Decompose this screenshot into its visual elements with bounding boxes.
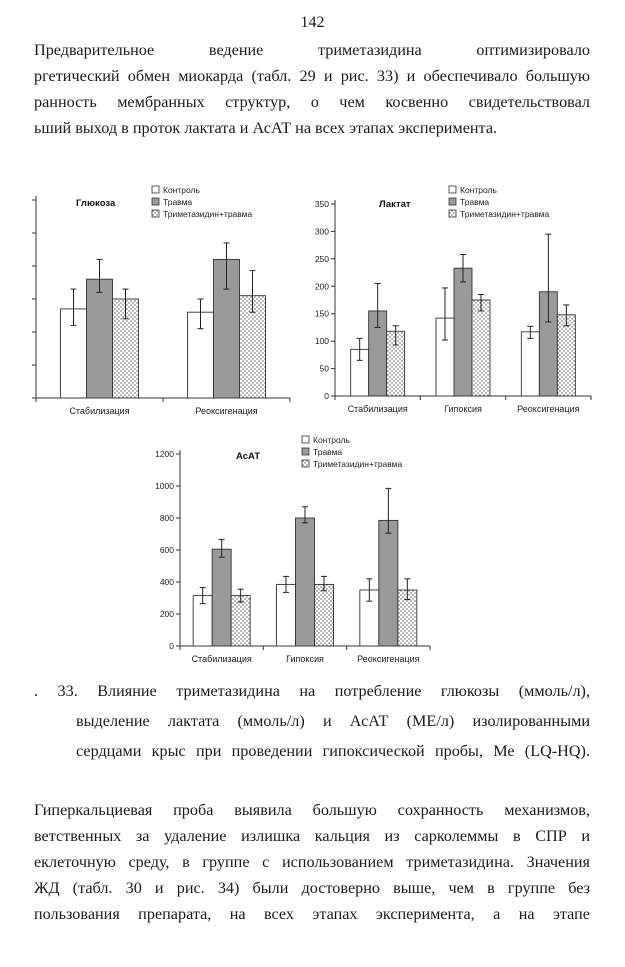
legend-label: Контроль <box>460 185 497 195</box>
legend-swatch <box>152 198 159 205</box>
legend-swatch <box>302 448 309 455</box>
legend-label: Контроль <box>163 185 200 195</box>
text-line: ранность мембранных структур, о чем косвенно свидетельствовал <box>34 93 590 111</box>
legend-label: Триметазидин+травма <box>313 459 403 469</box>
glucose-chart <box>30 180 300 425</box>
legend-label: Триметазидин+травма <box>163 209 253 219</box>
legend-label: Контроль <box>313 435 350 445</box>
bar-trauma <box>454 268 472 396</box>
y-tick-label: 1000 <box>155 481 174 491</box>
text-line: пользования препарата, на всех этапах эксперимента, а на этапе <box>34 905 590 923</box>
y-tick-label: 50 <box>319 363 329 374</box>
legend-swatch <box>449 186 456 193</box>
figure-caption <box>34 676 590 766</box>
bar-trimetazidine <box>557 315 575 396</box>
y-tick-label: 300 <box>314 226 329 237</box>
legend-swatch <box>302 460 309 467</box>
category-label: Гипоксия <box>444 404 482 414</box>
asat-chart <box>140 430 460 675</box>
chart-title: Глюкоза <box>76 198 116 209</box>
bar-trimetazidine <box>472 300 490 396</box>
bar-trauma <box>296 518 315 646</box>
chart-title: АсАТ <box>236 451 261 462</box>
top-paragraph <box>34 37 590 141</box>
bar-trauma <box>212 549 231 646</box>
y-tick-label: 150 <box>314 308 329 319</box>
caption-line: выделение лактата (ммоль/л) и АсАТ (МЕ/л) изолированными <box>76 712 590 730</box>
y-tick-label: 0 <box>324 391 329 401</box>
text-line: ЖД (табл. 30 и рис. 34) были достоверно выше, чем в группе без <box>34 879 590 897</box>
legend-swatch <box>152 210 159 217</box>
chart-title: Лактат <box>379 199 411 210</box>
text-line: еклеточную среду, в группе с использованием триметазидина. Значения <box>34 853 590 871</box>
category-label: Стабилизация <box>191 654 252 664</box>
text-line: ьший выход в проток лактата и АсАТ на всех этапах эксперимента. <box>34 119 498 137</box>
legend-label: Травма <box>460 197 490 207</box>
category-label: Реоксигенация <box>195 406 258 416</box>
legend-label: Триметазидин+травма <box>460 209 550 219</box>
bar-control <box>277 584 296 646</box>
legend-swatch <box>449 210 456 217</box>
legend-swatch <box>302 436 309 443</box>
y-tick-label: 1200 <box>155 449 174 459</box>
y-tick-label: 100 <box>314 336 329 347</box>
bar-trauma <box>87 279 113 398</box>
category-label: Гипоксия <box>286 654 324 664</box>
legend-label: Травма <box>313 447 343 457</box>
y-tick-label: 200 <box>314 281 329 292</box>
legend-label: Травма <box>163 197 193 207</box>
bar-trimetazidine <box>315 584 334 646</box>
y-tick-label: 800 <box>159 513 174 523</box>
category-label: Реоксигенация <box>517 404 580 414</box>
text-line: Предварительное ведение триметазидина оптимизировало <box>34 41 590 59</box>
legend-swatch <box>152 186 159 193</box>
legend-swatch <box>449 198 456 205</box>
y-tick-label: 250 <box>314 253 329 264</box>
y-tick-label: 350 <box>314 199 329 209</box>
caption-line: сердцами крыс при проведении гипоксической пробы, Ме (LQ-HQ). <box>76 742 590 760</box>
y-tick-label: 200 <box>159 609 174 619</box>
bar-trauma <box>379 520 398 646</box>
bar-trimetazidine <box>231 596 250 646</box>
y-tick-label: 400 <box>159 577 174 587</box>
y-tick-label: 0 <box>169 641 174 651</box>
category-label: Стабилизация <box>347 404 408 414</box>
y-tick-label: 600 <box>159 545 174 555</box>
text-line: ветственных за удаление излишка кальция из сарколеммы в СПР и <box>34 827 590 845</box>
category-label: Стабилизация <box>69 406 130 416</box>
page-number: 142 <box>300 14 325 31</box>
bar-control <box>521 332 539 396</box>
text-line: Гиперкальциевая проба выявила большую сохранность механизмов, <box>34 801 590 819</box>
lactate-chart <box>305 180 605 425</box>
bottom-paragraph <box>34 797 590 927</box>
caption-line: . 33. Влияние триметазидина на потребление глюкозы (ммоль/л), <box>34 682 590 700</box>
category-label: Реоксигенация <box>357 654 420 664</box>
text-line: ргетический обмен миокарда (табл. 29 и рис. 33) и обеспечивало большую <box>34 67 590 85</box>
